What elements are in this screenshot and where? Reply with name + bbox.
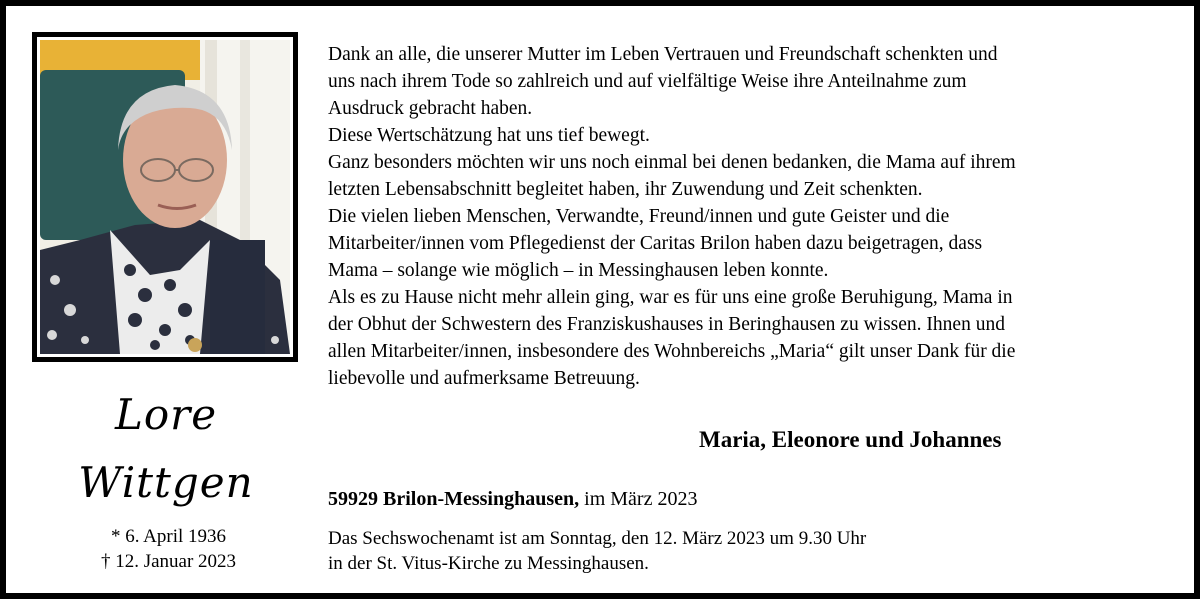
deceased-first-name: Lore <box>114 390 218 439</box>
message-line: Als es zu Hause nicht mehr allein ging, war es für uns eine große Beruhigung, Mama in <box>328 287 1013 308</box>
message-line: Mama – solange wie möglich – in Messinghausen leben konnte. <box>328 260 829 281</box>
place-date-line <box>328 488 697 511</box>
portrait-frame <box>32 32 298 362</box>
message-line: uns nach ihrem Tode so zahlreich und auf vielfältige Weise ihre Anteilnahme zum <box>328 71 967 92</box>
death-date: † 12. Januar 2023 <box>100 551 237 572</box>
message-line: Diese Wertschätzung hat uns tief bewegt. <box>328 125 650 146</box>
date-text: im März 2023 <box>584 488 698 510</box>
message-line: Die vielen lieben Menschen, Verwandte, Freund/innen und gute Geister und die <box>328 206 950 227</box>
signers: Maria, Eleonore und Johannes <box>699 427 1002 452</box>
message-line: Mitarbeiter/innen vom Pflegedienst der Caritas Brilon haben dazu beigetragen, dass <box>328 233 983 254</box>
message-line: Ganz besonders möchten wir uns noch einmal bei denen bedanken, die Mama auf ihrem <box>328 152 1016 173</box>
message-line: Dank an alle, die unserer Mutter im Leben Vertrauen und Freundschaft schenkten und <box>328 44 998 65</box>
message-line: liebevolle und aufmerksame Betreuung. <box>328 368 640 389</box>
deceased-last-name: Wittgen <box>78 458 254 507</box>
message-line: letzten Lebensabschnitt begleitet haben, ihr Zuwendung und Zeit schenkten. <box>328 179 923 200</box>
place: 59929 Brilon-Messinghausen, <box>328 488 580 510</box>
message-line: allen Mitarbeiter/innen, insbesondere des Wohnbereichs „Maria“ gilt unser Dank für die <box>328 341 1016 362</box>
message-line: der Obhut der Schwestern des Franziskushauses in Beringhausen zu wissen. Ihnen und <box>328 314 1005 335</box>
service-line: Das Sechswochenamt ist am Sonntag, den 12. März 2023 um 9.30 Uhr <box>328 528 867 549</box>
birth-date: * 6. April 1936 <box>110 526 227 547</box>
thank-you-message <box>328 41 1168 392</box>
portrait-photo <box>40 40 290 354</box>
message-line: Ausdruck gebracht haben. <box>328 98 533 119</box>
service-line: in der St. Vitus-Kirche zu Messinghausen. <box>328 553 649 574</box>
service-notice <box>328 526 866 576</box>
